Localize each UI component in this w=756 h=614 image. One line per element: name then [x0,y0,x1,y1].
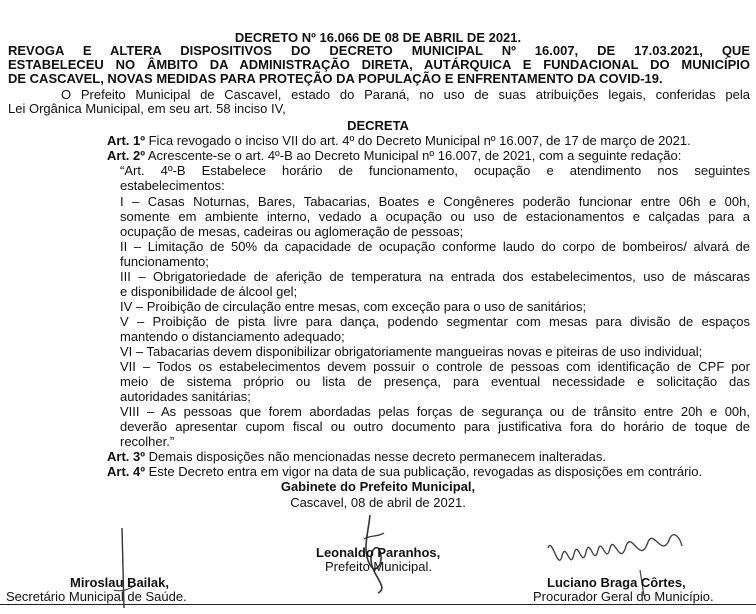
inciso-line: I – Casas Noturnas, Bares, Tabacarias, Boates e Congêneres poderão funcionar entre 06h e 00h, [120,194,750,209]
article-label: Art. 2º [107,148,145,163]
inciso-line: III – Obrigatoriedade de aferição de temperatura na entrada dos estabelecimentos, uso de máscaras [120,269,750,284]
inciso-line: somente em ambiente interno, vedado a ocupação ou uso de estacionamentos e calçadas para a [120,209,750,224]
ementa-line: ESTABELECEU NO ÂMBITO DA ADMINISTRAÇÃO DIRETA, AUTÁRQUICA E FUNDACIONAL DO MUNICÍPIO [8,57,750,72]
article-1 [107,133,691,148]
ementa-line: REVOGA E ALTERA DISPOSITIVOS DO DECRETO MUNICIPAL Nº 16.007, DE 17.03.2021, QUE [8,43,750,58]
preamble-line: Lei Orgânica Municipal, em seu art. 58 inciso IV, [8,101,286,116]
article-label: Art. 1º [107,133,145,148]
article-text: Demais disposições não mencionadas nesse decreto permanecem inalteradas. [148,449,607,464]
inciso-line: meio de sistema próprio ou lista de presença, para eventual necessidade e solicitação das [120,374,750,389]
article-label: Art. 4º [107,464,145,479]
article-text: Acrescente-se o art. 4º-B ao Decreto Municipal nº 16.007, de 2021, com a seguinte redação: [147,148,682,163]
bottom-divider [0,604,756,605]
inciso-line: VI – Tabacarias devem disponibilizar obrigatoriamente mangueiras novas e piteiras de uso individual; [120,344,703,359]
article-4b-line: “Art. 4º-B Estabelece horário de funcionamento, ocupação e atendimento nos seguintes [120,163,750,178]
article-4 [107,464,702,479]
article-text: Fica revogado o inciso VII do art. 4º do Decreto Municipal nº 16.007, de 17 de março de 2021. [148,133,691,148]
inciso-line: ocupação de mesas, cadeiras ou aglomeração de pessoas; [120,224,464,239]
inciso-line: II – Limitação de 50% da capacidade de ocupação conforme laudo do corpo de bombeiros/ alvará de [120,239,750,254]
health-secretary-name: Miroslau Bailak, [70,575,169,590]
inciso-line: IV – Proibição de circulação entre mesas, com exceção para o uso de sanitários; [120,299,587,314]
inciso-line: autoridades sanitárias; [120,389,251,404]
health-secretary-role: Secretário Municipal de Saúde. [6,589,187,604]
article-label: Art. 3º [107,449,145,464]
mayor-name: Leonaldo Paranhos, [316,545,441,560]
inciso-line: mantendo o distanciamento adequado; [120,329,345,344]
preamble-line: O Prefeito Municipal de Cascavel, estado do Paraná, no uso de suas atribuições legais, conferidas pela [61,87,750,102]
article-2 [107,148,681,163]
ementa-line: DE CASCAVEL, NOVAS MEDIDAS PARA PROTEÇÃO DA POPULAÇÃO E ENFRENTAMENTO DA COVID-19. [8,71,663,86]
inciso-line: funcionamento; [120,254,209,269]
inciso-line: V – Proibição de pista livre para dança, podendo segmentar com mesas para divisão de espaços [120,314,750,329]
article-4b-line: estabelecimentos: [120,178,225,193]
inciso-line: VIII – As pessoas que forem abordadas pelas forças de segurança ou de trânsito entre 20h e 00h, [120,404,750,419]
decreta-heading: DECRETA [347,118,409,133]
closing-office: Gabinete do Prefeito Municipal, [280,479,476,494]
inciso-line: deverão apresentar cupom fiscal ou outro documento para justificativa fora do horário de toque de [120,419,750,434]
article-3 [107,449,606,464]
inciso-line: VII – Todos os estabelecimentos devem possuir o controle de pessoas com identificação de CPF por [120,359,750,374]
attorney-role: Procurador Geral do Município. [533,589,714,604]
attorney-name: Luciano Braga Côrtes, [547,575,686,590]
article-text: Este Decreto entra em vigor na data de sua publicação, revogadas as disposições em contrário. [148,464,703,479]
inciso-line: e disponibilidade de álcool gel; [120,284,298,299]
closing-place-date: Cascavel, 08 de abril de 2021. [290,495,466,510]
decree-title: DECRETO Nº 16.066 DE 08 DE ABRIL DE 2021. [234,30,522,45]
mayor-role: Prefeito Municipal. [325,559,432,574]
inciso-line: recolher.” [120,434,175,449]
